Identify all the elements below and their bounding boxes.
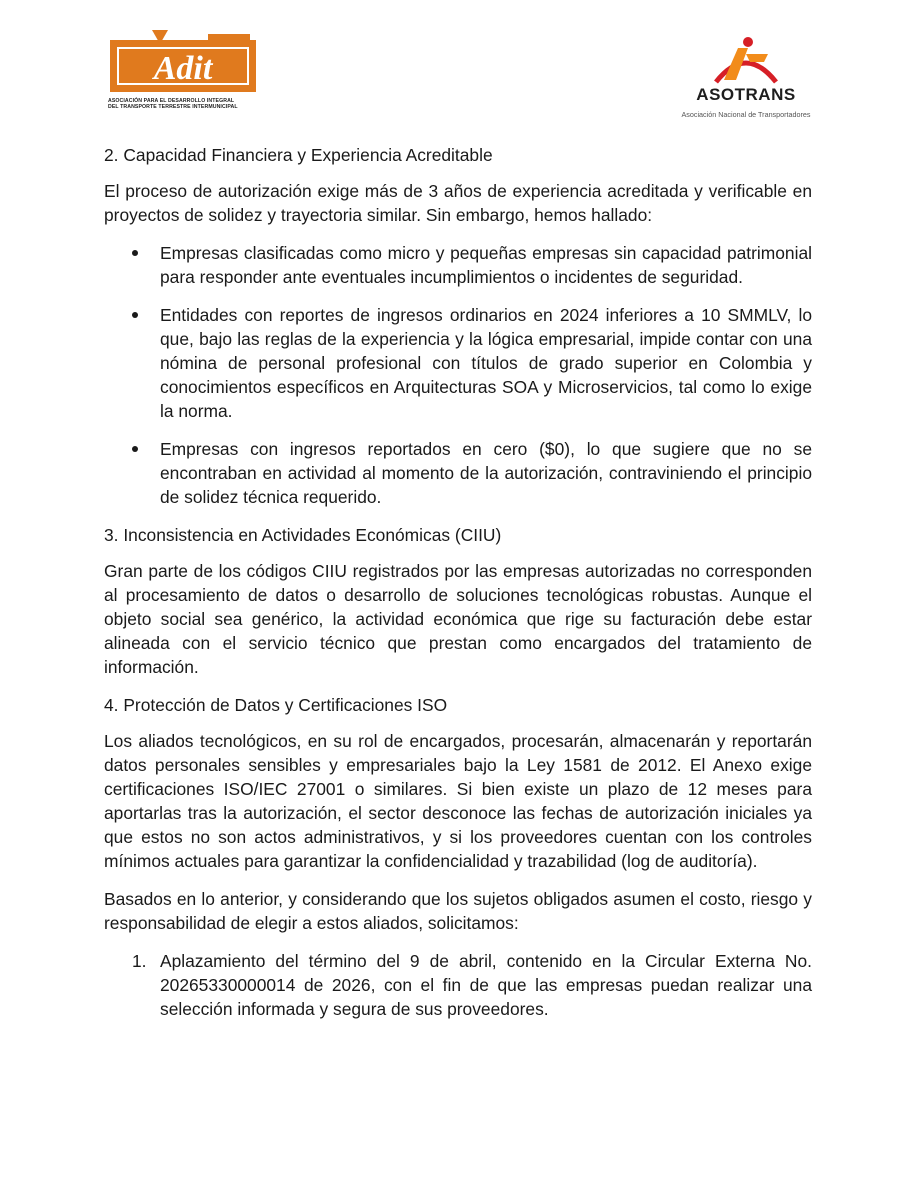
request-number: 1. [132,951,147,971]
section-2-intro: El proceso de autorización exige más de 3 años de experiencia acreditada y verificable en proyectos de solidez y trayectoria similar. Sin embargo, hemos hallado: [104,181,812,225]
request-text: Aplazamiento del término del 9 de abril, contenido en la Circular Externa No. 20265330000014 de 2026, con el fin de que las empresas puedan realizar una selección informada y segura de sus proveedores. [160,951,812,1019]
section-3-heading: 3. Inconsistencia en Actividades Económicas (CIIU) [104,525,502,545]
bullet-item [104,437,812,509]
asotrans-subtitle: Asociación Nacional de Transportadores [681,110,811,119]
adit-logo-text: Adit [153,50,213,87]
letterhead [0,0,901,140]
adit-caption [108,98,258,110]
section-2-bullet-list [104,241,812,509]
adit-logo-roof [208,34,250,44]
adit-logo-mark [108,30,258,96]
bullet-icon [132,446,138,452]
adit-caption-line2: DEL TRANSPORTE TERRESTRE INTERMUNICIPAL [108,104,238,111]
asotrans-logo [676,34,816,124]
asotrans-dot [743,37,753,47]
bullet-text: Empresas con ingresos reportados en cero ($0), lo que sugiere que no se encontraban en actividad al momento de la autorización, contraviniendo el principio de solidez técnica requerido. [160,439,812,507]
bullet-item [104,303,812,423]
closing-intro: Basados en lo anterior, y considerando que los sujetos obligados asumen el costo, riesgo y responsabilidad de elegir a estos aliados, solicitamos: [104,889,812,933]
section-2-heading: 2. Capacidad Financiera y Experiencia Acreditable [104,145,493,165]
asotrans-name: ASOTRANS [696,85,796,104]
adit-caption-line1: ASOCIACIÓN PARA EL DESARROLLO INTEGRAL [108,98,235,104]
section-4-body: Los aliados tecnológicos, en su rol de encargados, procesarán, almacenarán y reportarán datos personales sensibles y empresariales bajo la Ley 1581 de 2012. El Anexo exige certificaciones ISO/IEC 27001 o similares. Si bien existe un plazo de 12 meses para aportarlas tras la autorización, el sector desconoce las fechas de autorización iniciales ya que estos no son actos administrativos, y si los proveedores cuentan con los controles mínimos actuales para garantizar la confidencialidad y trazabilidad (log de auditoría). [104,731,812,871]
section-3-body: Gran parte de los códigos CIIU registrados por las empresas autorizadas no corresponden al procesamiento de datos o desarrollo de soluciones tecnológicas robustas. Aunque el objeto social sea genérico, la actividad económica que rige su facturación debe estar alineada con el servicio técnico que prestan como encargados del tratamiento de información. [104,561,812,677]
section-4-heading: 4. Protección de Datos y Certificaciones ISO [104,695,448,715]
bullet-text: Entidades con reportes de ingresos ordinarios en 2024 inferiores a 10 SMMLV, lo que, bajo las reglas de la experiencia y la lógica empresarial, impide contar con una nómina de personal profesional con títulos de grado superior en Colombia y conocimientos específicos en Arquitecturas SOA y Microservicios, tal como lo exige la norma. [160,305,812,421]
adit-logo [108,30,258,120]
request-list [104,949,812,1021]
request-item [104,949,812,1021]
bullet-icon [132,312,138,318]
bullet-text: Empresas clasificadas como micro y pequeñas empresas sin capacidad patrimonial para responder ante eventuales incumplimientos o incidentes de seguridad. [160,243,812,287]
bullet-item [104,241,812,289]
document-body [104,143,812,1035]
bullet-icon [132,250,138,256]
asotrans-logo-mark [676,34,816,86]
